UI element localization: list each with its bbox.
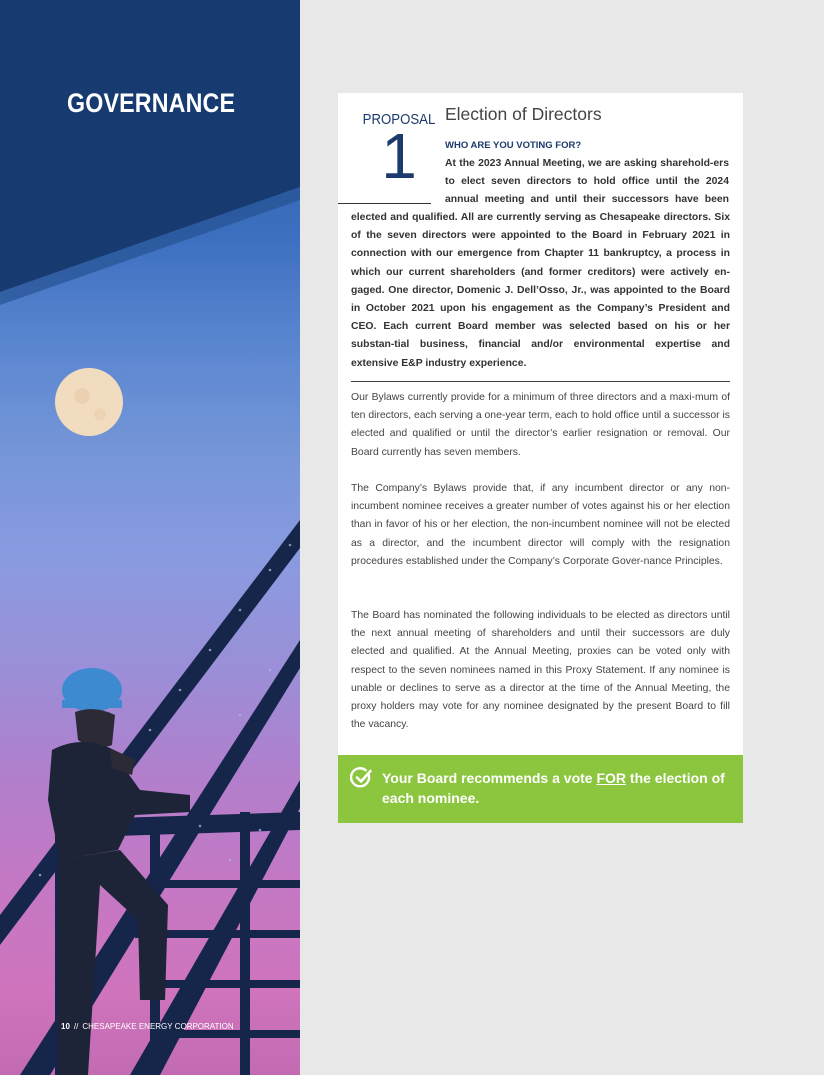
sky-stair-illustration [0,0,300,1075]
intro-paragraph: elected and qualified. All are currently serving as Chesapeake directors. Six of the seven directors were appointed to the Board in February 2021 in connection with our emergence from Chapter 11 bankruptcy, a process in which our current shareholders (and former creditors) were actively en-gaged. One director, Domenic J. Dell’Osso, Jr., was appointed to the Board in October 2021 upon his engagement as the Company’s President and CEO. Each current Board member was selected based on his or her substan-tial business, financial and/or environmental expertise and extensive E&P industry experience. [351,212,730,369]
page-number: 10 [61,1022,70,1031]
recommendation-for: FOR [596,770,627,786]
page-footer [61,1022,234,1031]
body-paragraph-bylaws: Our Bylaws currently provide for a minimum of three directors and a maxi-mum of ten directors, each serving a one-year term, each to hold office until a successor is elected and qualified or until the director’s earlier resignation or removal. Our Board currently has seven members. [351,392,730,458]
footer-separator: // [73,1022,79,1031]
recommendation-text [382,768,737,808]
proposal-number: 1 [381,120,417,192]
footer-company: CHESAPEAKE ENERGY CORPORATION [82,1022,234,1031]
proposal-card [338,93,743,755]
moon [55,368,123,436]
recommendation-prefix: Your Board recommends a vote [382,770,597,786]
intro-paragraph-top: At the 2023 Annual Meeting, we are asking sharehold-ers to elect seven directors to hold office until the 2024 annual meeting and until their successors have been [445,158,729,205]
proposal-title: Election of Directors [445,104,602,124]
recommendation-banner [338,755,743,823]
proposal-rule [338,203,431,204]
proposal-badge [352,111,446,192]
cover-photo-panel [0,0,300,1075]
proposal-label: PROPOSAL [362,111,436,128]
section-title: GOVERNANCE [67,88,236,118]
body-paragraph-nominations: The Board has nominated the following individuals to be elected as directors until the next annual meeting of shareholders and until their successors are duly elected and qualified. At the Annual Meeting, proxies can be voted only with respect to the seven nominees named in this Proxy Statement. If any nominee is unable or declines to serve as a director at the time of the Annual Meeting, the proxy holders may vote for any nominee designated by the present Board to fill the vacancy. [351,610,730,731]
body-paragraph-majority-vote: The Company’s Bylaws provide that, if any incumbent director or any non-incumbent nominee receives a greater number of votes against his or her election than in favor of his or her election, the non-incumbent nominee will not be elected as a director, and the incumbent director will comply with the resignation procedures established under the Company’s Corporate Gover-nance Principles. [351,483,730,567]
proposal-subhead: WHO ARE YOU VOTING FOR? [445,140,582,151]
check-circle-icon [350,766,374,790]
divider [351,381,730,382]
recommendation-suffix: the election of each nominee. [382,770,725,806]
